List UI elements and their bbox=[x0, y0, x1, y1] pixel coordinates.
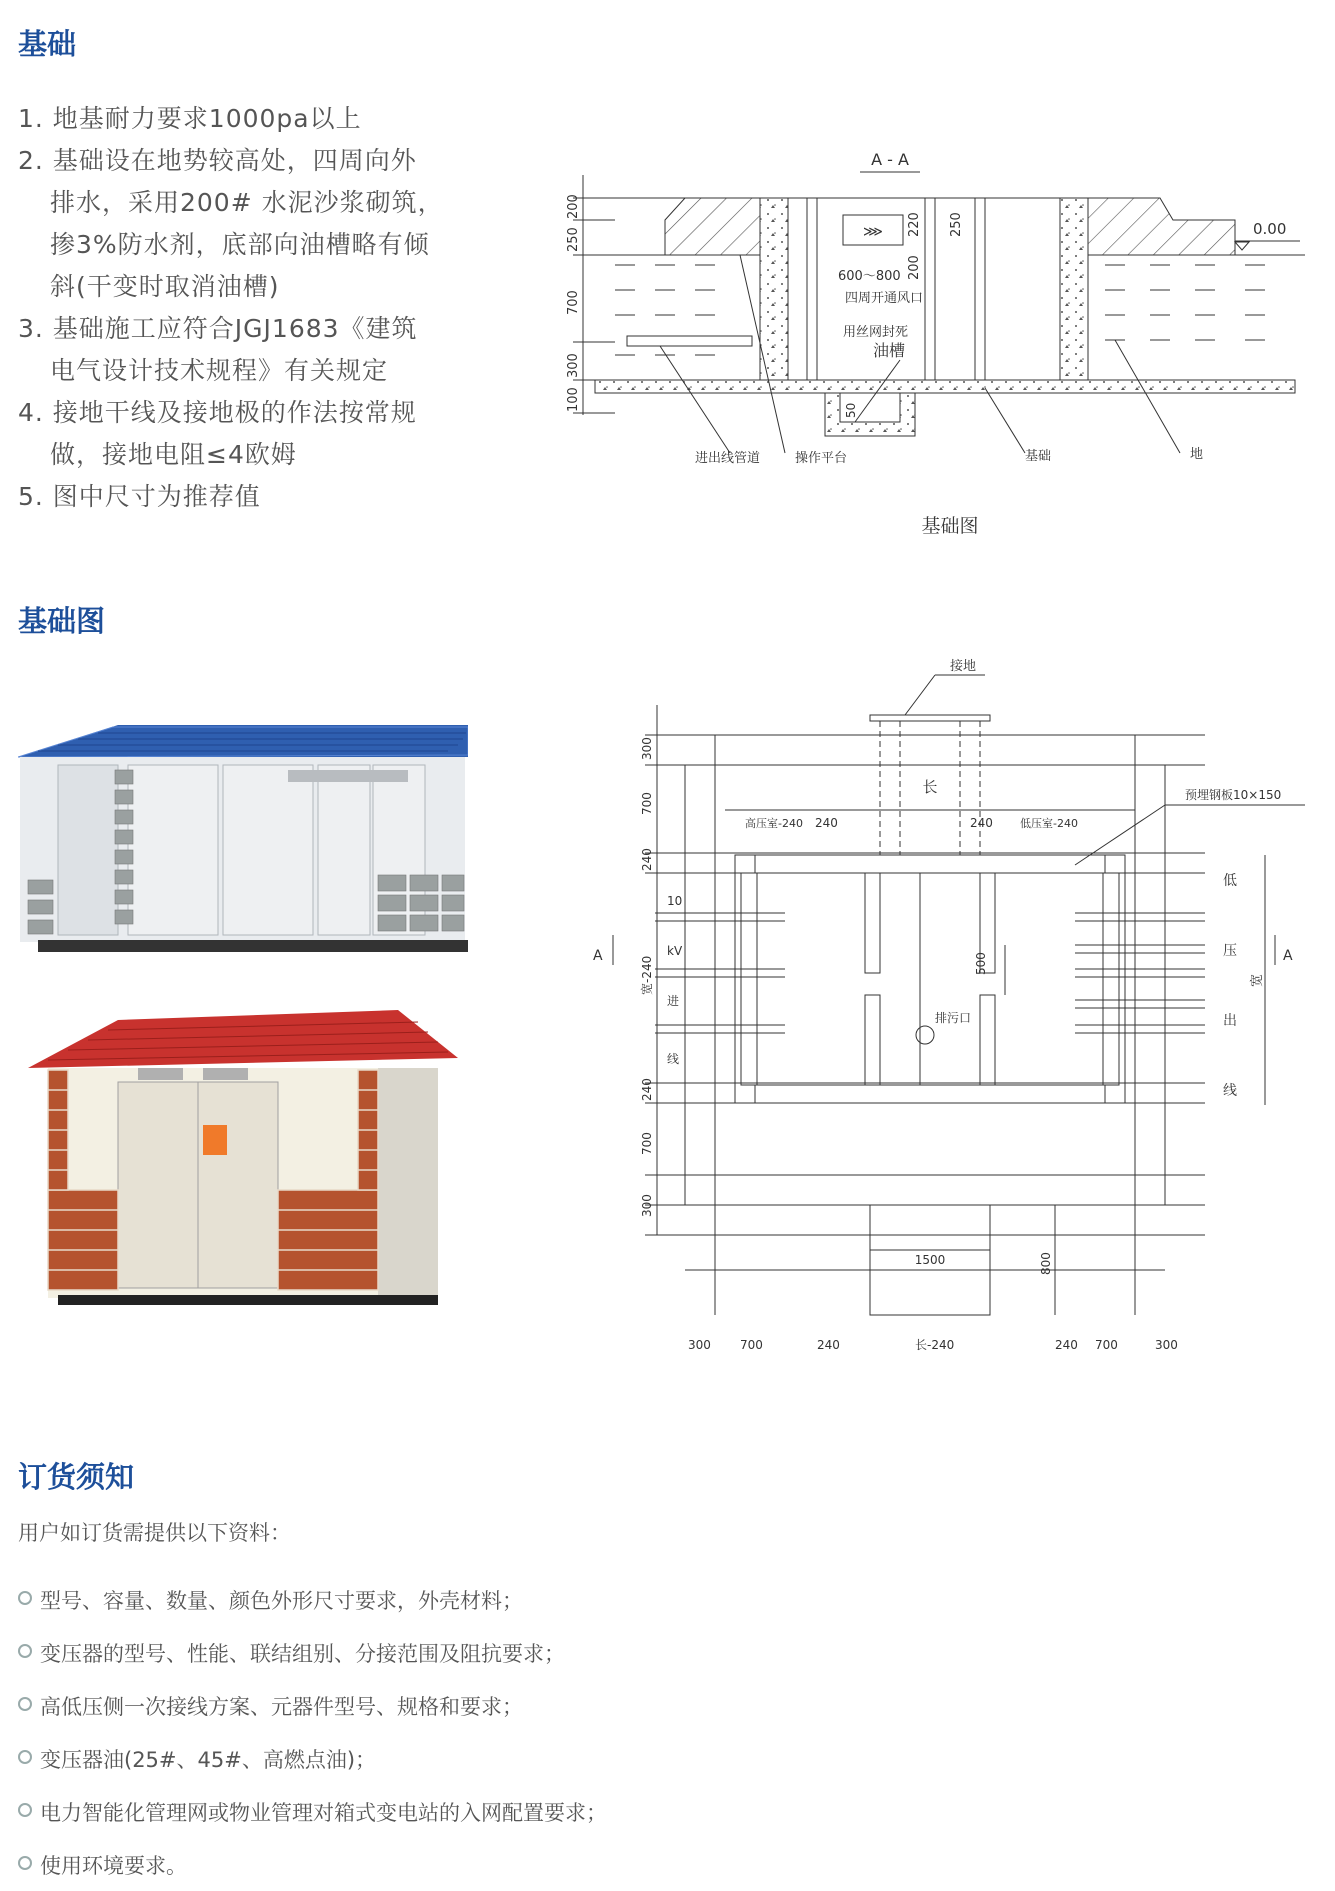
width-label: 宽 bbox=[1250, 973, 1265, 987]
callout-label: 基础 bbox=[1025, 449, 1052, 464]
lv-text: 出 bbox=[1223, 1013, 1237, 1029]
lv-room-label: 低压室-240 bbox=[1020, 817, 1078, 830]
lv-text: 压 bbox=[1223, 943, 1237, 959]
grounding-label: 接地 bbox=[950, 659, 977, 674]
left-dim: 宽-240 bbox=[640, 955, 654, 995]
bottom-dim: 300 bbox=[1155, 1338, 1178, 1352]
dim-800: 800 bbox=[1039, 1252, 1053, 1275]
list-item bbox=[18, 1626, 607, 1679]
order-item-text: 电力智能化管理网或物业管理对箱式变电站的入网配置要求； bbox=[40, 1800, 607, 1825]
requirement-item bbox=[18, 392, 444, 476]
section-caption: 基础图 bbox=[921, 515, 979, 537]
requirement-item bbox=[18, 140, 444, 308]
list-item bbox=[18, 1785, 607, 1838]
dim-50: 50 bbox=[844, 402, 858, 418]
left-dim: 700 bbox=[640, 792, 654, 815]
top-dim: 240 bbox=[815, 816, 838, 830]
dim-250: 250 bbox=[949, 212, 964, 237]
requirement-line: 做，接地电阻≤4欧姆 bbox=[50, 440, 297, 469]
dim-200: 200 bbox=[907, 255, 922, 280]
bullet-icon bbox=[18, 1697, 32, 1711]
requirement-line: 斜(干变时取消油槽) bbox=[50, 272, 280, 301]
requirement-item bbox=[18, 98, 444, 140]
order-intro: 用户如订货需提供以下资料： bbox=[18, 1521, 291, 1545]
vent-text: 四周开通风口 bbox=[845, 291, 924, 306]
dim-left: 250 bbox=[566, 227, 581, 252]
order-item-text: 变压器的型号、性能、联结组别、分接范围及阻抗要求； bbox=[40, 1641, 565, 1666]
dim-left: 100 bbox=[566, 387, 581, 412]
bottom-dim: 700 bbox=[740, 1338, 763, 1352]
list-item bbox=[18, 1732, 607, 1785]
order-title: 订货须知 bbox=[18, 1460, 135, 1494]
foundation-section-drawing bbox=[555, 140, 1315, 550]
hv-room-label: 高压室-240 bbox=[745, 817, 803, 830]
substation-photo-blue bbox=[18, 725, 468, 955]
bottom-dim: 300 bbox=[688, 1338, 711, 1352]
left-dim: 300 bbox=[640, 1194, 654, 1217]
substation-photo-red bbox=[28, 1010, 458, 1310]
requirement-line: 3. 基础施工应符合JGJ1683《建筑 bbox=[18, 314, 418, 343]
left-dim: 700 bbox=[640, 1132, 654, 1155]
bullet-icon bbox=[18, 1644, 32, 1658]
callout-label: 进出线管道 bbox=[695, 451, 761, 466]
foundation-title: 基础 bbox=[18, 27, 77, 61]
left-dim: 300 bbox=[640, 737, 654, 760]
svg-text:⋙: ⋙ bbox=[863, 224, 883, 240]
requirement-line: 5. 图中尺寸为推荐值 bbox=[18, 482, 261, 511]
dim-left: 300 bbox=[566, 353, 581, 378]
mesh-text: 用丝网封死 bbox=[843, 325, 909, 340]
order-item-text: 使用环境要求。 bbox=[40, 1853, 187, 1878]
embedded-plate-label: 预埋钢板10×150 bbox=[1185, 788, 1282, 802]
section-label: A - A bbox=[871, 150, 909, 169]
bottom-dim: 240 bbox=[817, 1338, 840, 1352]
requirement-line: 1. 地基耐力要求1000pa以上 bbox=[18, 104, 362, 133]
dim-220: 220 bbox=[907, 212, 922, 237]
bullet-icon bbox=[18, 1803, 32, 1817]
dim-1500: 1500 bbox=[914, 1253, 946, 1267]
hv-text: 10 bbox=[667, 894, 683, 908]
callout-label: 地 bbox=[1190, 447, 1204, 462]
length-label: 长 bbox=[922, 778, 938, 796]
bullet-icon bbox=[18, 1856, 32, 1870]
order-item-text: 变压器油(25#、45#、高燃点油)； bbox=[40, 1747, 377, 1772]
level-label: 0.00 bbox=[1253, 220, 1287, 238]
vent-size: 600～800 bbox=[838, 269, 901, 284]
bullet-icon bbox=[18, 1750, 32, 1764]
foundation-plan-drawing bbox=[585, 655, 1325, 1355]
section-mark-left: A bbox=[593, 948, 603, 964]
dim-left: 200 bbox=[566, 194, 581, 219]
left-dim: 240 bbox=[640, 1078, 654, 1101]
lv-text: 线 bbox=[1223, 1083, 1237, 1099]
lv-text: 低 bbox=[1223, 873, 1237, 889]
drain-label: 排污口 bbox=[935, 1011, 972, 1025]
order-item-text: 型号、容量、数量、颜色外形尺寸要求，外壳材料； bbox=[40, 1588, 523, 1613]
section-mark-right: A bbox=[1283, 948, 1293, 964]
foundation-requirements bbox=[18, 98, 444, 518]
order-item-text: 高低压侧一次接线方案、元器件型号、规格和要求； bbox=[40, 1694, 523, 1719]
list-item bbox=[18, 1838, 607, 1891]
bottom-dim: 长-240 bbox=[915, 1338, 955, 1352]
bottom-dim: 240 bbox=[1055, 1338, 1078, 1352]
hv-text: kV bbox=[667, 944, 683, 958]
requirement-line: 电气设计技术规程》有关规定 bbox=[50, 356, 389, 385]
requirement-line: 掺3%防水剂，底部向油槽略有倾 bbox=[50, 230, 430, 259]
requirement-line: 4. 接地干线及接地极的作法按常规 bbox=[18, 398, 417, 427]
hv-text: 进 bbox=[667, 994, 680, 1008]
requirement-item bbox=[18, 476, 444, 518]
oil-tank-label: 油槽 bbox=[873, 341, 906, 360]
bullet-icon bbox=[18, 1591, 32, 1605]
dim-500: 500 bbox=[974, 952, 988, 975]
requirement-item bbox=[18, 308, 444, 392]
hv-text: 线 bbox=[667, 1052, 680, 1066]
top-dim: 240 bbox=[970, 816, 993, 830]
list-item bbox=[18, 1573, 607, 1626]
callout-label: 操作平台 bbox=[795, 451, 848, 466]
requirement-line: 排水，采用200# 水泥沙浆砌筑， bbox=[50, 188, 444, 217]
dim-left: 700 bbox=[566, 290, 581, 315]
left-dim: 240 bbox=[640, 848, 654, 871]
list-item bbox=[18, 1679, 607, 1732]
requirement-line: 2. 基础设在地势较高处，四周向外 bbox=[18, 146, 417, 175]
plan-title: 基础图 bbox=[18, 604, 106, 638]
order-list bbox=[18, 1573, 607, 1891]
bottom-dim: 700 bbox=[1095, 1338, 1118, 1352]
